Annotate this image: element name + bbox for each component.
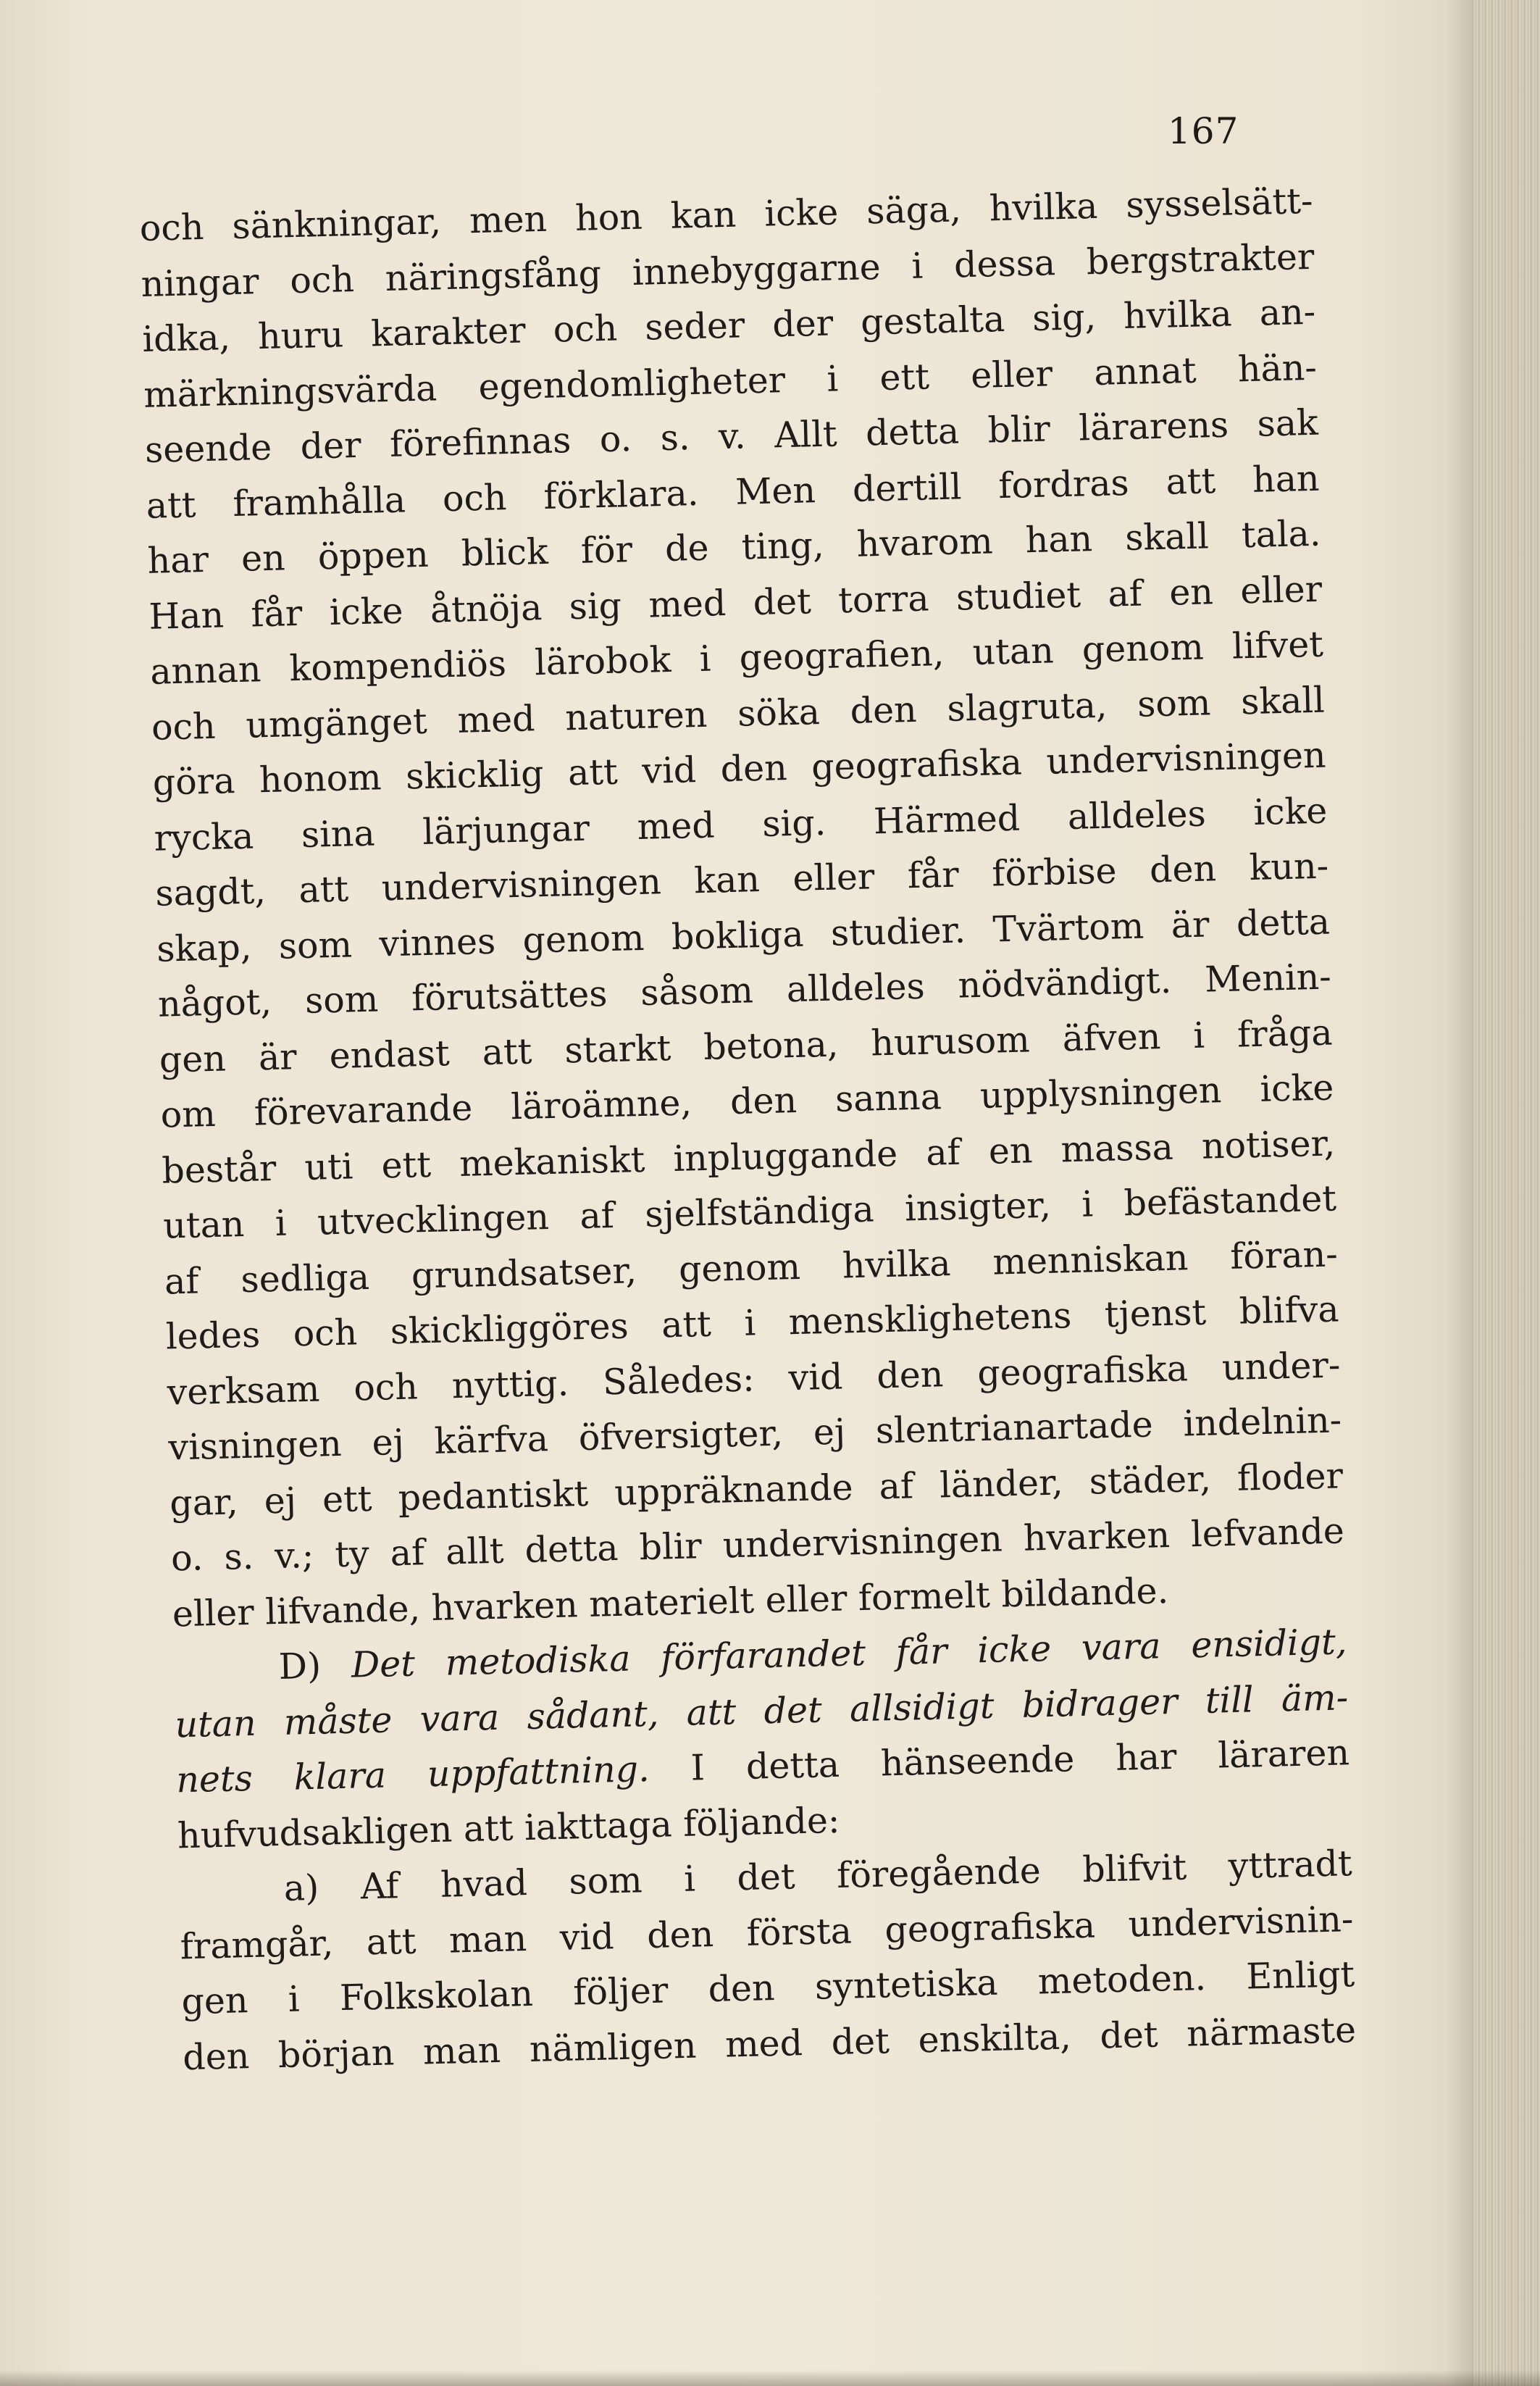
page-stack-edge bbox=[1471, 0, 1540, 2386]
text-line: ningar och näringsfång innebyggarne i dessa bergstrakter bbox=[141, 235, 1315, 305]
text-line: sagdt, att undervisningen kan eller får förbise den kun- bbox=[154, 845, 1329, 914]
text-line: består uti ett mekaniskt inpluggande af en massa notiser, bbox=[161, 1122, 1336, 1192]
text-line: eller lifvande, hvarken materielt eller formelt bildande. bbox=[172, 1569, 1169, 1635]
text-line: gen är endast att starkt betona, hurusom äfven i fråga bbox=[159, 1011, 1334, 1081]
text-line: a) Af hvad som i det föregående blifvit yttradt bbox=[283, 1843, 1353, 1909]
italic-line: utan måste vara sådant, att det allsidigt bidrager till äm- bbox=[174, 1676, 1349, 1745]
text-line: ledes och skickliggöres att i mensklighetens tjenst blifva bbox=[165, 1288, 1340, 1358]
italic-text: nets klara uppfattning. bbox=[175, 1748, 650, 1801]
text-line: att framhålla och förklara. Men dertill fordras att han bbox=[146, 457, 1321, 527]
text-line: den början man nämligen med det enskilta, det närmaste bbox=[182, 2009, 1357, 2078]
text-line: gen i Folkskolan följer den syntetiska metoden. Enligt bbox=[180, 1953, 1355, 2023]
body-text bbox=[139, 174, 1357, 2085]
text-line: något, som förutsättes såsom alldeles nödvändigt. Menin- bbox=[157, 956, 1332, 1025]
page-number: 167 bbox=[1168, 110, 1239, 152]
text-line: visningen ej kärfva öfversigter, ej slentrianartade indelnin- bbox=[167, 1399, 1342, 1469]
page-edge-shadow bbox=[1446, 0, 1475, 2386]
text-line: och umgänget med naturen söka den slagruta, som skall bbox=[151, 679, 1326, 748]
text-line: framgår, att man vid den första geografiska undervisnin- bbox=[180, 1898, 1354, 1967]
text-line: skap, som vinnes genom bokliga studier. Tvärtom är detta bbox=[156, 901, 1331, 970]
text-line: seende der förefinnas o. s. v. Allt detta blir lärarens sak bbox=[144, 401, 1319, 471]
text-line: om förevarande läroämne, den sanna upplysningen icke bbox=[160, 1067, 1334, 1136]
text-line: utan i utvecklingen af sjelfständiga insigter, i befästandet bbox=[162, 1177, 1337, 1247]
text-line: idka, huru karakter och seder der gestalta sig, hvilka an- bbox=[141, 291, 1316, 360]
section-marker: D) bbox=[278, 1644, 352, 1688]
text-line: annan kompendiös lärobok i geografien, utan genom lifvet bbox=[149, 623, 1324, 693]
text-line: gar, ej ett pedantiskt uppräknande af länder, städer, floder bbox=[169, 1454, 1344, 1524]
text-line: och sänkningar, men hon kan icke säga, hvilka sysselsätt- bbox=[139, 180, 1314, 249]
text-line: göra honom skicklig att vid den geografiska undervisningen bbox=[152, 734, 1327, 804]
text-line: rycka sina lärjungar med sig. Härmed alldeles icke bbox=[154, 790, 1328, 859]
text-line: Han får icke åtnöja sig med det torra studiet af en eller bbox=[148, 568, 1323, 638]
text-line: o. s. v.; ty af allt detta blir undervisningen hvarken lefvande bbox=[170, 1510, 1345, 1580]
text-line: af sedliga grundsatser, genom hvilka menniskan föran- bbox=[164, 1232, 1339, 1303]
page-bottom-edge bbox=[0, 2370, 1540, 2386]
line-text: I detta hänseende har läraren bbox=[648, 1732, 1350, 1790]
text-line: har en öppen blick för de ting, hvarom han skall tala. bbox=[147, 512, 1321, 582]
text-line: verksam och nyttig. Således: vid den geografiska under- bbox=[167, 1343, 1341, 1414]
italic-text: Det metodiska förfarandet får icke vara ensidigt, bbox=[351, 1621, 1347, 1686]
text-line: märkningsvärda egendomligheter i ett eller annat hän- bbox=[143, 346, 1318, 416]
text-line: hufvudsakligen att iakttaga följande: bbox=[177, 1799, 840, 1856]
